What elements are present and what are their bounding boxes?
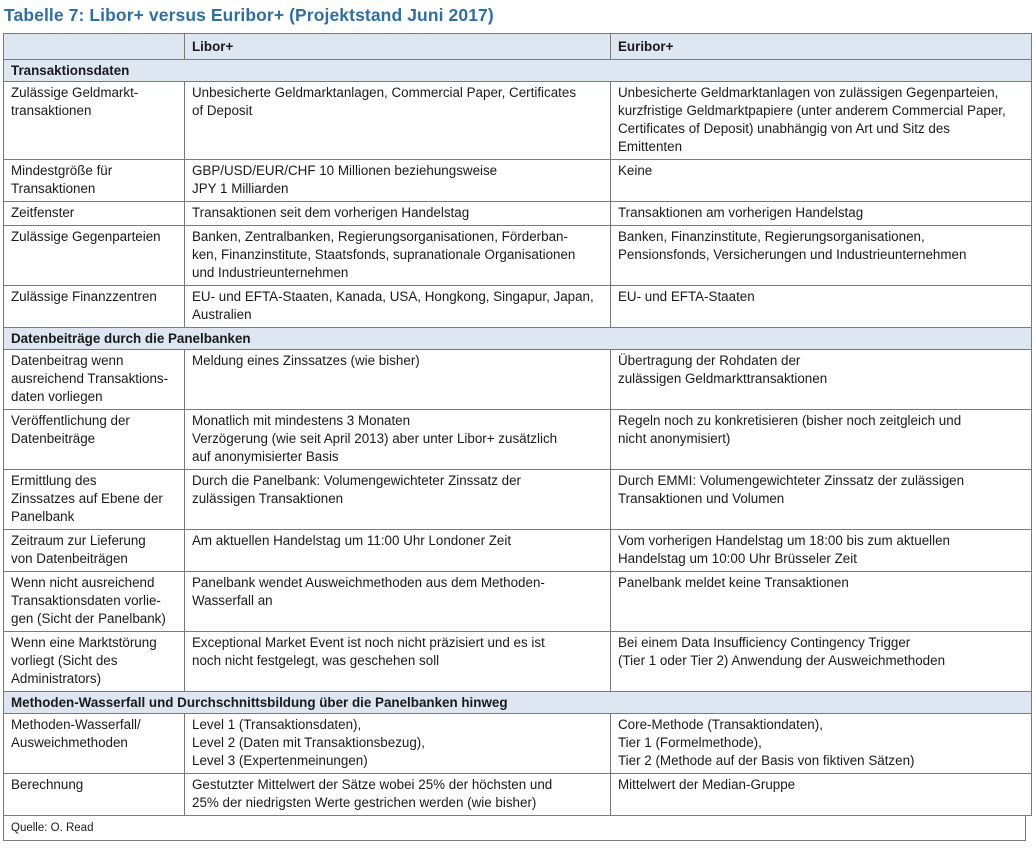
cell-line: Banken, Zentralbanken, Regierungsorganisationen, Förderban- <box>192 229 568 244</box>
cell-line: Zeitfenster <box>11 205 75 220</box>
comparison-table <box>3 33 1032 816</box>
euribor-cell <box>611 572 1032 632</box>
euribor-cell <box>611 202 1032 226</box>
cell-line: zulässigen Geldmarkttransaktionen <box>618 371 828 386</box>
section-heading: Datenbeiträge durch die Panelbanken <box>4 328 1032 350</box>
section-header-row <box>4 60 1032 82</box>
row-label-cell <box>4 202 185 226</box>
euribor-cell <box>611 774 1032 816</box>
table-title: Tabelle 7: Libor+ versus Euribor+ (Projektstand Juni 2017) <box>4 5 494 25</box>
row-label-cell <box>4 286 185 328</box>
table-header-row <box>4 34 1032 60</box>
cell-line: Transaktionen seit dem vorherigen Handelstag <box>192 205 470 220</box>
cell-line: Meldung eines Zinssatzes (wie bisher) <box>192 353 420 368</box>
table-row <box>4 160 1032 202</box>
cell-line: Core-Methode (Transaktiondaten), <box>618 717 823 732</box>
table-row <box>4 470 1032 530</box>
row-label-cell <box>4 714 185 774</box>
cell-line: Zulässige Finanzzentren <box>11 289 157 304</box>
cell-line: EU- und EFTA-Staaten <box>618 289 755 304</box>
cell-line: (Tier 1 oder Tier 2) Anwendung der Ausweichmethoden <box>618 653 946 668</box>
cell-line: Tier 2 (Methode auf der Basis von fiktiven Sätzen) <box>618 753 915 768</box>
cell-line: Unbesicherte Geldmarktanlagen von zulässigen Gegenparteien, <box>618 85 999 100</box>
table-row <box>4 714 1032 774</box>
cell-line: Keine <box>618 163 653 178</box>
cell-line: vorliegt (Sicht des <box>11 653 118 668</box>
libor-cell <box>185 530 611 572</box>
cell-line: zulässigen Transaktionen <box>192 491 344 506</box>
table-row <box>4 350 1032 410</box>
table-row <box>4 82 1032 160</box>
cell-line: Datenbeiträge <box>11 431 96 446</box>
cell-line: Mittelwert der Median-Gruppe <box>618 777 796 792</box>
cell-line: Regeln noch zu konkretisieren (bisher noch zeitgleich und <box>618 413 962 428</box>
cell-line: Transaktionen <box>11 181 96 196</box>
cell-line: Pensionsfonds, Versicherungen und Industrieunternehmen <box>618 247 967 262</box>
cell-line: Zulässige Geldmarkt- <box>11 85 139 100</box>
table-row <box>4 202 1032 226</box>
cell-line: Level 1 (Transaktionsdaten), <box>192 717 362 732</box>
section-header-row <box>4 692 1032 714</box>
euribor-cell <box>611 160 1032 202</box>
cell-line: Level 3 (Expertenmeinungen) <box>192 753 368 768</box>
cell-line: Banken, Finanzinstitute, Regierungsorganisationen, <box>618 229 925 244</box>
table-row <box>4 410 1032 470</box>
source-note: Quelle: O. Read <box>3 816 1026 841</box>
cell-line: transaktionen <box>11 103 92 118</box>
libor-cell <box>185 410 611 470</box>
table-row <box>4 286 1032 328</box>
row-label-cell <box>4 226 185 286</box>
cell-line: Methoden-Wasserfall/ <box>11 717 141 732</box>
libor-cell <box>185 572 611 632</box>
table-row <box>4 632 1032 692</box>
cell-line: Certificates of Deposit) unabhängig von Art und Sitz des <box>618 121 950 136</box>
cell-line: EU- und EFTA-Staaten, Kanada, USA, Hongkong, Singapur, Japan, <box>192 289 594 304</box>
cell-line: Wasserfall an <box>192 593 273 608</box>
cell-line: Berechnung <box>11 777 84 792</box>
libor-cell <box>185 160 611 202</box>
table-body <box>4 34 1032 816</box>
cell-line: Ermittlung des <box>11 473 97 488</box>
libor-cell <box>185 470 611 530</box>
table-row <box>4 774 1032 816</box>
cell-line: Veröffentlichung der <box>11 413 130 428</box>
euribor-cell <box>611 286 1032 328</box>
row-label-cell <box>4 632 185 692</box>
cell-line: Unbesicherte Geldmarktanlagen, Commercial Paper, Certificates <box>192 85 577 100</box>
cell-line: Mindestgröße für <box>11 163 113 178</box>
libor-cell <box>185 226 611 286</box>
cell-line: ausreichend Transaktions- <box>11 371 169 386</box>
libor-cell <box>185 82 611 160</box>
header-cell-euribor: Euribor+ <box>611 34 1032 60</box>
cell-line: Am aktuellen Handelstag um 11:00 Uhr Londoner Zeit <box>192 533 512 548</box>
cell-line: GBP/USD/EUR/CHF 10 Millionen beziehungsweise <box>192 163 498 178</box>
cell-line: gen (Sicht der Panelbank) <box>11 611 166 626</box>
section-heading: Methoden-Wasserfall und Durchschnittsbildung über die Panelbanken hinweg <box>4 692 1032 714</box>
cell-line: Ausweichmethoden <box>11 735 128 750</box>
cell-line: Transaktionen und Volumen <box>618 491 785 506</box>
cell-line: nicht anonymisiert) <box>618 431 731 446</box>
section-heading: Transaktionsdaten <box>4 60 1032 82</box>
cell-line: JPY 1 Milliarden <box>192 181 289 196</box>
row-label-cell <box>4 160 185 202</box>
cell-line: of Deposit <box>192 103 253 118</box>
cell-line: Emittenten <box>618 139 683 154</box>
libor-cell <box>185 202 611 226</box>
cell-line: daten vorliegen <box>11 389 103 404</box>
cell-line: kurzfristige Geldmarktpapiere (unter anderem Commercial Paper, <box>618 103 1006 118</box>
cell-line: noch nicht festgelegt, was geschehen soll <box>192 653 440 668</box>
euribor-cell <box>611 530 1032 572</box>
libor-cell <box>185 350 611 410</box>
cell-line: Administrators) <box>11 671 102 686</box>
euribor-cell <box>611 82 1032 160</box>
cell-line: Wenn nicht ausreichend <box>11 575 155 590</box>
cell-line: Level 2 (Daten mit Transaktionsbezug), <box>192 735 425 750</box>
cell-line: Handelstag um 10:00 Uhr Brüsseler Zeit <box>618 551 857 566</box>
section-header-row <box>4 328 1032 350</box>
row-label-cell <box>4 470 185 530</box>
euribor-cell <box>611 632 1032 692</box>
cell-line: Exceptional Market Event ist noch nicht präzisiert und es ist <box>192 635 545 650</box>
cell-line: ken, Finanzinstitute, Staatsfonds, supranationale Organisationen <box>192 247 576 262</box>
cell-line: Monatlich mit mindestens 3 Monaten <box>192 413 411 428</box>
row-label-cell <box>4 410 185 470</box>
cell-line: Zulässige Gegenparteien <box>11 229 161 244</box>
cell-line: Durch EMMI: Volumengewichteter Zinssatz der zulässigen <box>618 473 965 488</box>
cell-line: auf anonymisierter Basis <box>192 449 339 464</box>
cell-line: Panelbank <box>11 509 75 524</box>
cell-line: Gestutzter Mittelwert der Sätze wobei 25% der höchsten und <box>192 777 553 792</box>
row-label-cell <box>4 350 185 410</box>
euribor-cell <box>611 350 1032 410</box>
cell-line: Panelbank wendet Ausweichmethoden aus dem Methoden- <box>192 575 545 590</box>
euribor-cell <box>611 410 1032 470</box>
cell-line: Bei einem Data Insufficiency Contingency Trigger <box>618 635 911 650</box>
cell-line: Wenn eine Marktstörung <box>11 635 157 650</box>
header-cell-libor: Libor+ <box>185 34 611 60</box>
table-row <box>4 530 1032 572</box>
cell-line: Transaktionen am vorherigen Handelstag <box>618 205 864 220</box>
libor-cell <box>185 714 611 774</box>
cell-line: Verzögerung (wie seit April 2013) aber unter Libor+ zusätzlich <box>192 431 558 446</box>
cell-line: 25% der niedrigsten Werte gestrichen werden (wie bisher) <box>192 795 537 810</box>
cell-line: Übertragung der Rohdaten der <box>618 353 801 368</box>
cell-line: Zinssatzes auf Ebene der <box>11 491 163 506</box>
euribor-cell <box>611 226 1032 286</box>
libor-cell <box>185 632 611 692</box>
cell-line: Durch die Panelbank: Volumengewichteter Zinssatz der <box>192 473 521 488</box>
header-cell-empty <box>4 34 185 60</box>
cell-line: von Datenbeiträgen <box>11 551 128 566</box>
row-label-cell <box>4 572 185 632</box>
euribor-cell <box>611 714 1032 774</box>
row-label-cell <box>4 774 185 816</box>
cell-line: Datenbeitrag wenn <box>11 353 124 368</box>
cell-line: Transaktionsdaten vorlie- <box>11 593 161 608</box>
cell-line: Zeitraum zur Lieferung <box>11 533 146 548</box>
libor-cell <box>185 774 611 816</box>
cell-line: Tier 1 (Formelmethode), <box>618 735 762 750</box>
cell-line: Vom vorherigen Handelstag um 18:00 bis zum aktuellen <box>618 533 950 548</box>
cell-line: Australien <box>192 307 252 322</box>
cell-line: und Industrieunternehmen <box>192 265 349 280</box>
libor-cell <box>185 286 611 328</box>
table-row <box>4 572 1032 632</box>
table-row <box>4 226 1032 286</box>
cell-line: Panelbank meldet keine Transaktionen <box>618 575 849 590</box>
row-label-cell <box>4 82 185 160</box>
row-label-cell <box>4 530 185 572</box>
euribor-cell <box>611 470 1032 530</box>
